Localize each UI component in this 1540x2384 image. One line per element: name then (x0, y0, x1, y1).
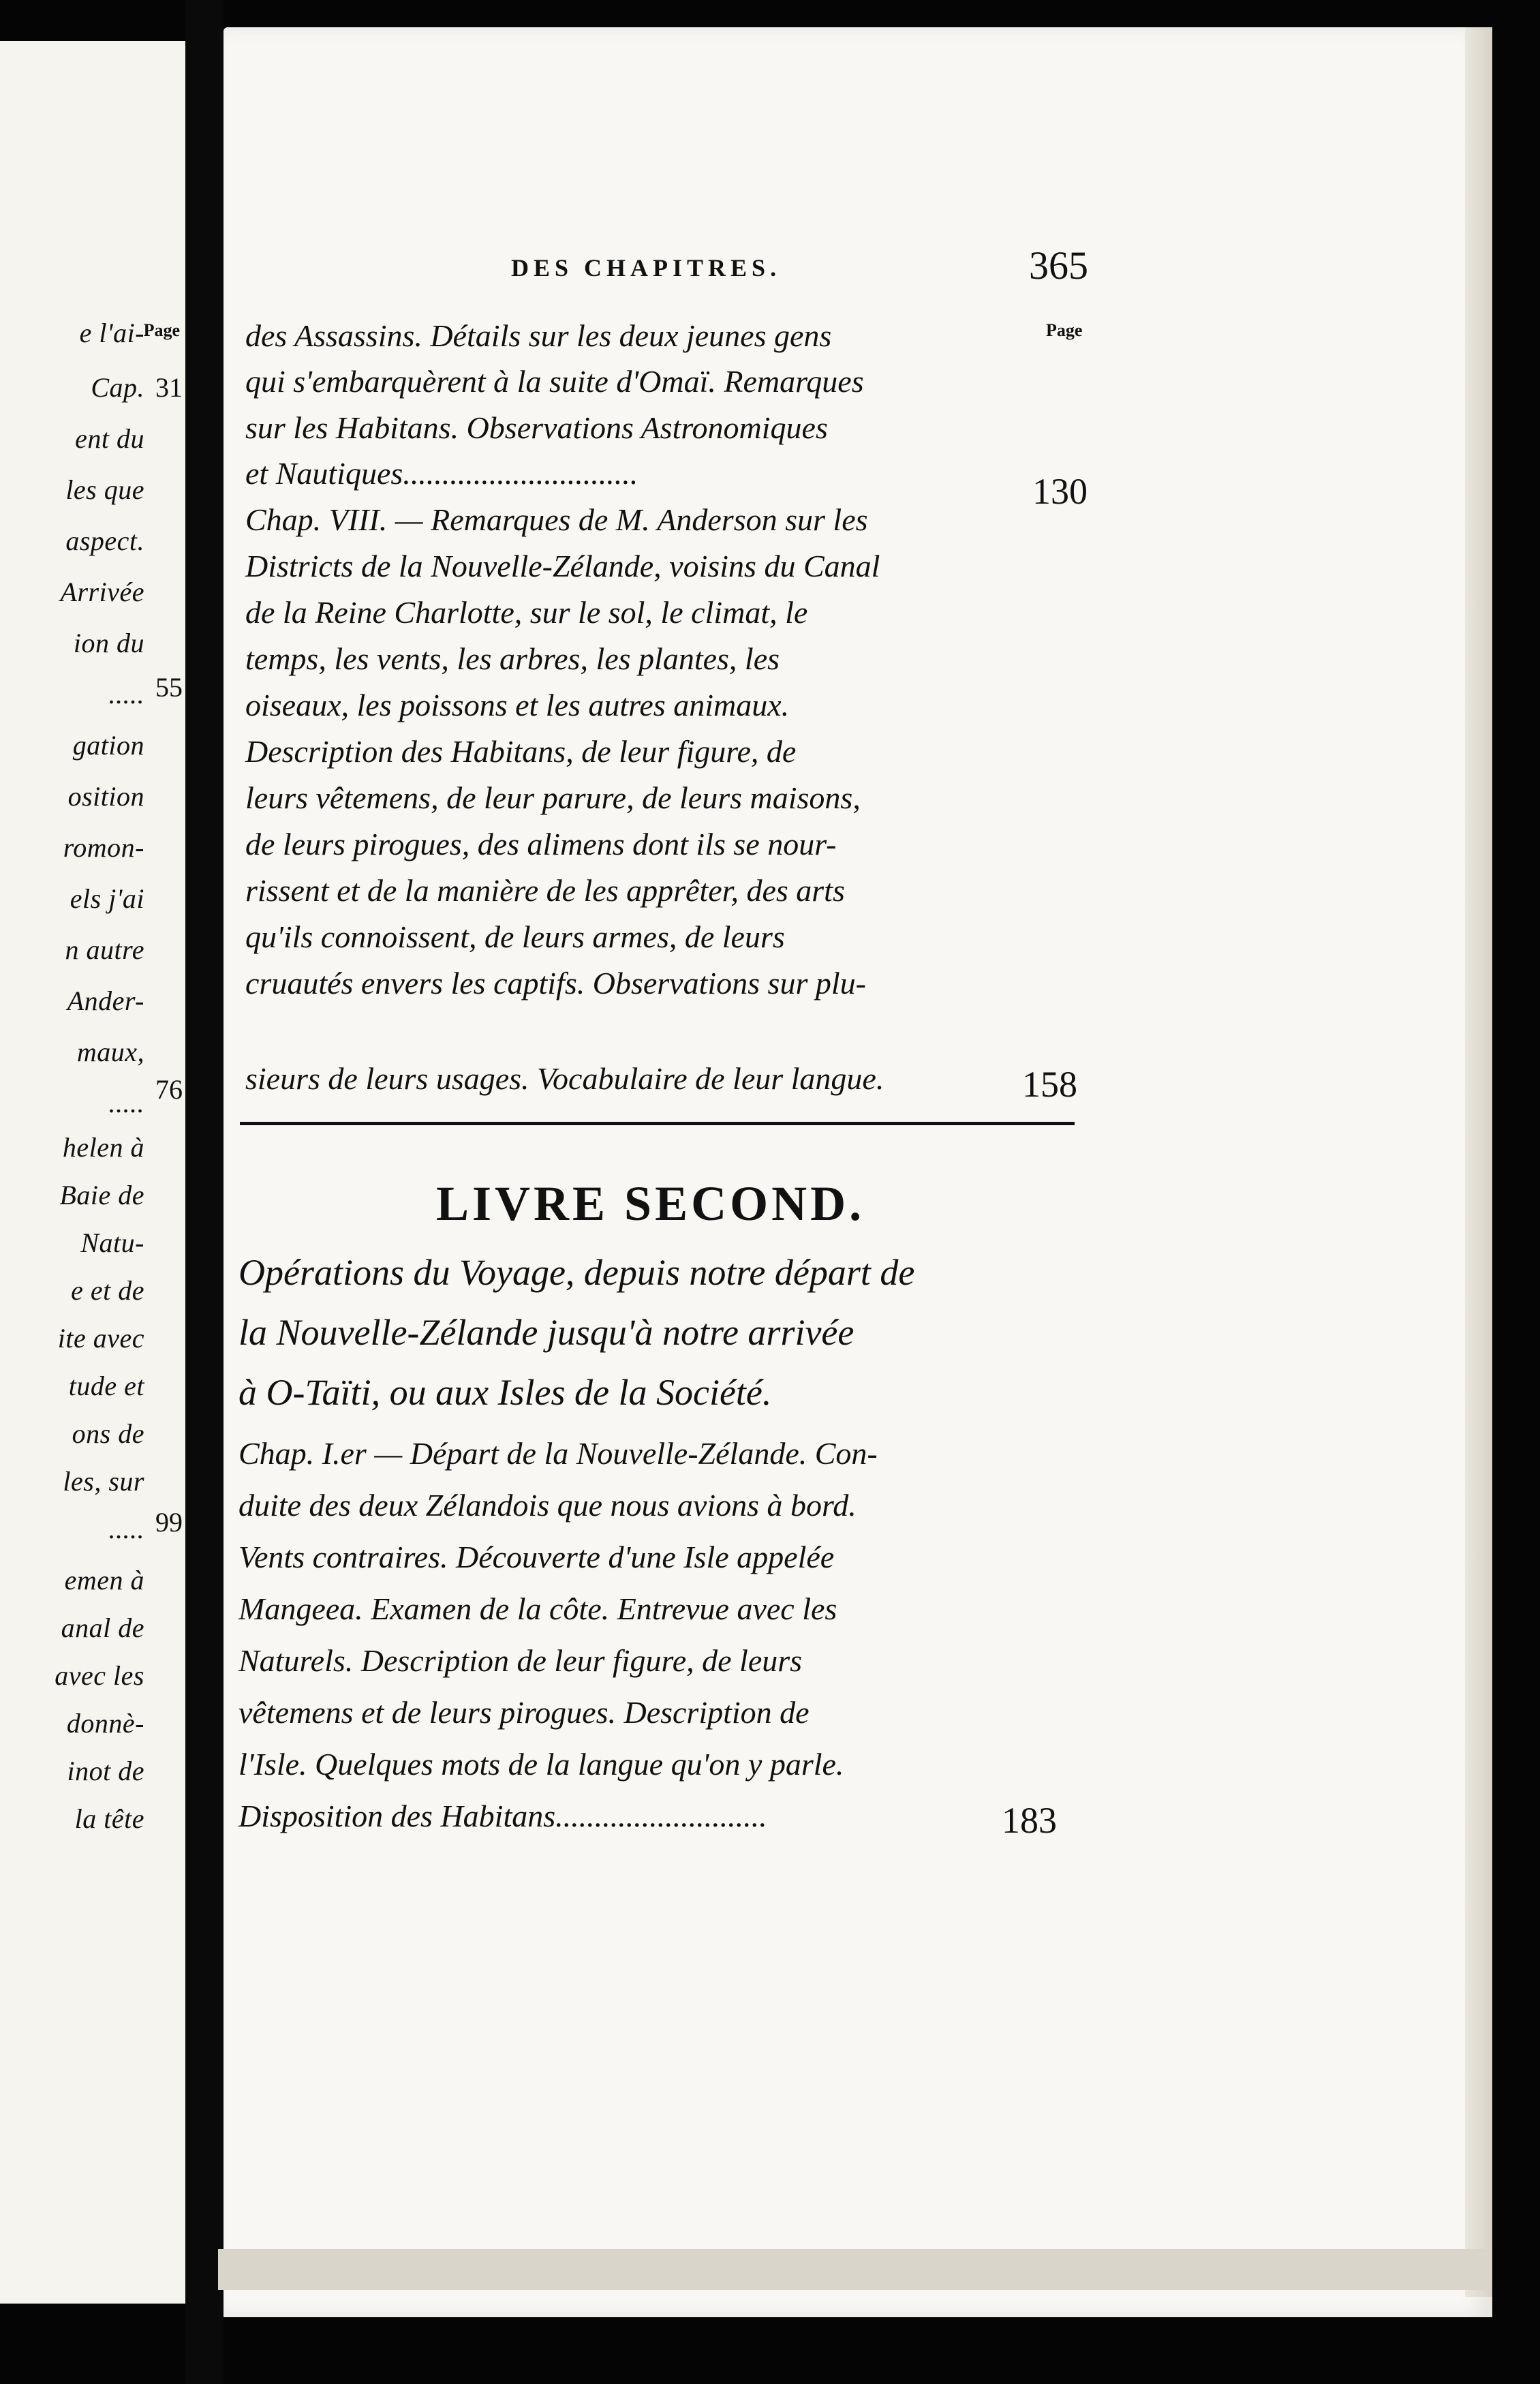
left-page-number: 76 (155, 1074, 183, 1105)
toc-line: rissent et de la manière de les apprêter, des arts (245, 873, 845, 908)
toc-line: qui s'embarquèrent à la suite d'Omaï. Remarques (245, 364, 864, 399)
left-page-fragment: anal de (61, 1613, 144, 1643)
book-summary-line: la Nouvelle-Zélande jusqu'à notre arrivée (238, 1312, 854, 1353)
left-page-fragment: ..... (108, 1088, 144, 1118)
left-page-fragment: tude et (68, 1371, 144, 1401)
left-page-fragment: ons de (72, 1418, 144, 1449)
left-page-fragment: les que (65, 474, 144, 505)
toc-line: l'Isle. Quelques mots de la langue qu'on y parle. (238, 1747, 844, 1782)
toc-line: qu'ils connoissent, de leurs armes, de leurs (245, 919, 785, 954)
left-page-fragment: les, sur (63, 1466, 144, 1497)
toc-line: temps, les vents, les arbres, les plantes, les (245, 641, 780, 676)
toc-line: Description des Habitans, de leur figure, de (245, 734, 797, 769)
page-number: 365 (1029, 243, 1088, 288)
toc-line: Vents contraires. Découverte d'une Isle appelée (238, 1540, 835, 1574)
left-page-fragment: ite avec (57, 1323, 144, 1354)
left-page-fragment: Baie de (59, 1180, 144, 1210)
left-page-fragment: Ander- (67, 985, 144, 1016)
toc-line: vêtemens et de leurs pirogues. Description de (238, 1695, 810, 1730)
page-label: Page (1046, 320, 1083, 340)
left-page-fragment: helen à (62, 1132, 144, 1163)
left-page-fragment: avec les (55, 1660, 144, 1691)
left-page-fragment: Cap. (91, 372, 144, 403)
left-page-fragment: els j'ai (70, 883, 144, 914)
left-page-fragment: emen à (64, 1565, 144, 1595)
toc-line: Chap. VIII. — Remarques de M. Anderson sur les (245, 502, 868, 537)
left-page-fragment: maux, (76, 1037, 144, 1067)
toc-line: de la Reine Charlotte, sur le sol, le climat, le (245, 595, 808, 630)
left-page-fragment: donnè- (66, 1708, 144, 1739)
left-page-number: 55 (155, 672, 183, 703)
section-rule (240, 1122, 1075, 1125)
page-ref: 158 (1022, 1064, 1077, 1105)
left-page-fragment: gation (72, 730, 144, 761)
left-page-fragment: inot de (67, 1756, 144, 1786)
toc-line: de leurs pirogues, des alimens dont ils se nour- (245, 827, 837, 861)
left-page-fragment: ..... (108, 679, 144, 709)
toc-line: Disposition des Habitans........................... (238, 1799, 767, 1833)
toc-line: sur les Habitans. Observations Astronomiques (245, 410, 828, 445)
left-page-number: 31 (155, 372, 183, 403)
page-bottom-edge (218, 2249, 1492, 2290)
toc-line: Mangeea. Examen de la côte. Entrevue avec les (238, 1591, 837, 1626)
toc-line: duite des deux Zélandois que nous avions à bord. (238, 1488, 857, 1523)
left-page-number: 99 (155, 1507, 183, 1538)
left-page-fragment: ent du (75, 423, 144, 454)
toc-line: Naturels. Description de leur figure, de leurs (238, 1643, 803, 1678)
toc-line: Chap. I.er — Départ de la Nouvelle-Zélande. Con- (238, 1436, 878, 1471)
toc-line: et Nautiques.............................. (245, 456, 638, 491)
left-page-fragment: aspect. (65, 525, 144, 556)
book-summary-line: à O-Taïti, ou aux Isles de la Société. (238, 1372, 772, 1413)
toc-line: leurs vêtemens, de leur parure, de leurs maisons, (245, 780, 861, 815)
left-page-fragment: Natu- (80, 1227, 144, 1258)
left-page-fragment: la tête (74, 1803, 144, 1834)
running-head: DES CHAPITRES. (511, 254, 782, 281)
left-page-fragment: osition (67, 781, 144, 812)
toc-line: cruautés envers les captifs. Observations sur plu- (245, 966, 866, 1000)
left-page (0, 41, 187, 2304)
toc-line: oiseaux, les poissons et les autres animaux. (245, 688, 790, 722)
page-edge (1465, 27, 1492, 2297)
left-page-label: Page (143, 320, 180, 340)
left-page-fragment: romon- (63, 832, 144, 863)
book-gutter (185, 0, 224, 2384)
left-page-fragment: e l'ai- (79, 318, 144, 348)
left-page-fragment: Arrivée (60, 577, 144, 607)
left-page-fragment: ..... (108, 1514, 144, 1544)
toc-line: sieurs de leurs usages. Vocabulaire de leur langue. (245, 1061, 884, 1096)
page-ref: 183 (1002, 1800, 1057, 1841)
book-summary-line: Opérations du Voyage, depuis notre départ de (238, 1252, 915, 1293)
toc-line: Districts de la Nouvelle-Zélande, voisins du Canal (245, 549, 880, 583)
left-page-fragment: n autre (65, 934, 144, 965)
page-ref: 130 (1032, 471, 1088, 512)
book-title: LIVRE SECOND. (436, 1176, 865, 1231)
toc-line: des Assassins. Détails sur les deux jeunes gens (245, 318, 832, 353)
left-page-fragment: ion du (73, 628, 144, 658)
left-page-fragment: e et de (71, 1275, 144, 1306)
